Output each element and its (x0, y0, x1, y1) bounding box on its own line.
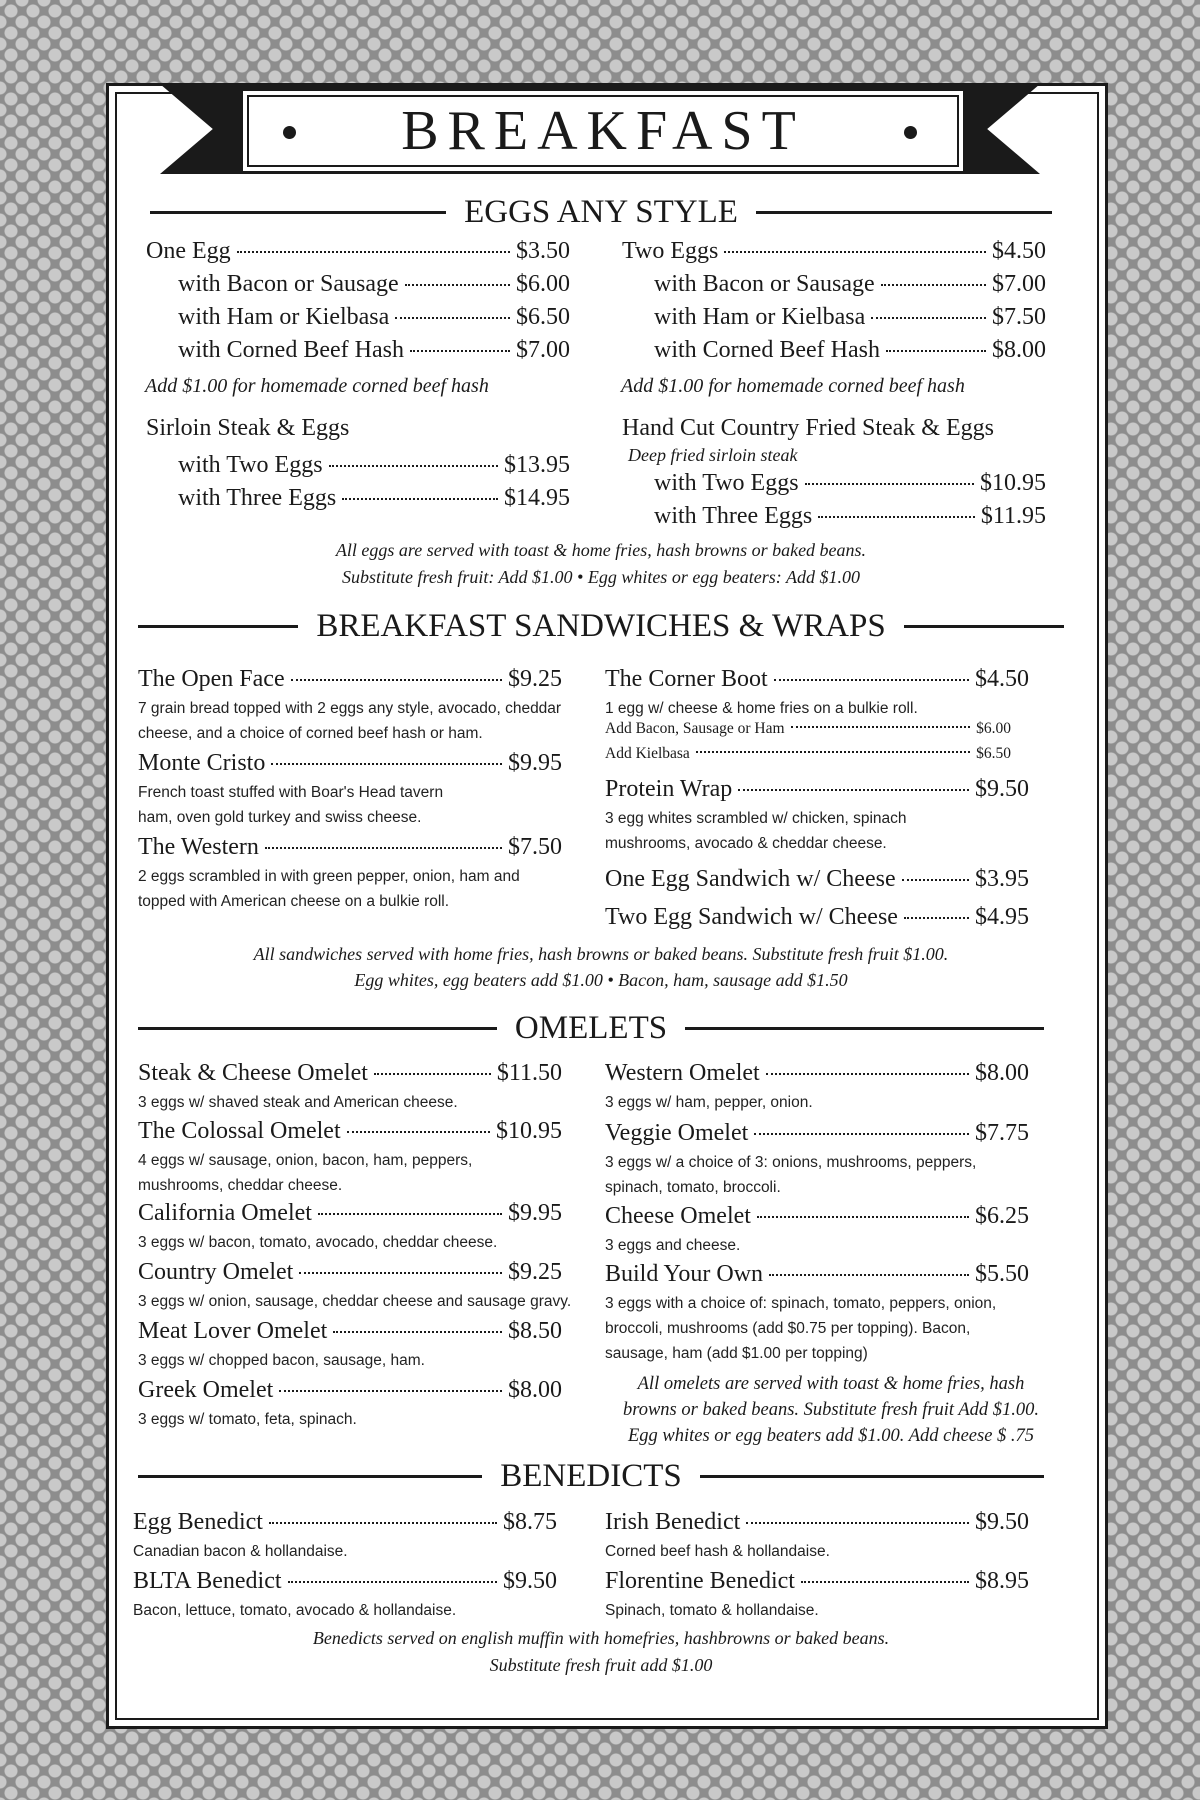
item-description: Spinach, tomato & hollandaise. (605, 1602, 819, 1619)
item-description: 3 eggs w/ a choice of 3: onions, mushrooms, peppers, (605, 1154, 977, 1171)
benedict-item (605, 1568, 1029, 1595)
egg-item-left (178, 337, 570, 364)
sandwich-item (138, 666, 562, 693)
item-name: with Ham or Kielbasa (654, 304, 866, 330)
sirloin-title: Sirloin Steak & Eggs (146, 415, 350, 441)
dot-leader (279, 1390, 502, 1392)
item-name: Monte Cristo (138, 750, 266, 776)
item-description: spinach, tomato, broccoli. (605, 1179, 781, 1196)
item-price: $6.25 (975, 1203, 1029, 1229)
item-price: $7.50 (992, 304, 1046, 330)
item-name: with Bacon or Sausage (178, 271, 399, 297)
omelet-item (138, 1318, 562, 1345)
bullet-icon (904, 126, 917, 139)
item-description: 3 egg whites scrambled w/ chicken, spinach (605, 810, 907, 827)
item-price: $9.50 (975, 776, 1029, 802)
sirloin-item (178, 485, 570, 512)
item-price: $7.00 (992, 271, 1046, 297)
country-item (654, 470, 1046, 497)
benedict-note-2: Substitute fresh fruit add $1.00 (489, 1655, 713, 1675)
item-price: $7.00 (516, 337, 570, 363)
item-name: Cheese Omelet (605, 1203, 751, 1229)
item-description: sausage, ham (add $1.00 per topping) (605, 1345, 868, 1362)
dot-leader (237, 251, 510, 253)
item-name: Florentine Benedict (605, 1568, 795, 1594)
omelet-note-1: All omelets are served with toast & home fries, hash (637, 1374, 1025, 1394)
omelet-note-2: browns or baked beans. Substitute fresh fruit Add $1.00. (622, 1400, 1040, 1420)
item-name: Add Bacon, Sausage or Ham (605, 720, 785, 737)
dot-leader (871, 317, 986, 319)
item-price: $9.50 (975, 1509, 1029, 1535)
item-price: $6.50 (516, 304, 570, 330)
item-description: 3 eggs w/ shaved steak and American cheese. (138, 1094, 458, 1111)
dot-leader (333, 1331, 502, 1333)
item-name: with Corned Beef Hash (654, 337, 880, 363)
dot-leader (299, 1272, 502, 1274)
item-description: 2 eggs scrambled in with green pepper, onion, ham and (138, 868, 520, 885)
omelet-item (605, 1120, 1029, 1147)
egg-item-left (178, 304, 570, 331)
benedict-item (133, 1568, 557, 1595)
item-price: $8.50 (508, 1318, 562, 1344)
item-description: cheese, and a choice of corned beef hash or ham. (138, 725, 483, 742)
item-description: broccoli, mushrooms (add $0.75 per topping). Bacon, (605, 1320, 971, 1337)
item-price: $4.50 (992, 238, 1046, 264)
add-on-item (605, 745, 1011, 763)
section-title: OMELETS (514, 1010, 668, 1046)
item-name: The Western (138, 834, 259, 860)
dot-leader (754, 1133, 969, 1135)
dot-leader (329, 465, 498, 467)
item-description: 7 grain bread topped with 2 eggs any style, avocado, cheddar (138, 700, 562, 717)
omelet-item (605, 1060, 1029, 1087)
section-title: BENEDICTS (500, 1458, 682, 1494)
hash-note-left: Add $1.00 for homemade corned beef hash (145, 375, 489, 397)
egg-item-left (178, 271, 570, 298)
item-name: BLTA Benedict (133, 1568, 282, 1594)
dot-leader (774, 679, 969, 681)
dot-leader (395, 317, 510, 319)
item-name: Western Omelet (605, 1060, 760, 1086)
item-description: Corned beef hash & hollandaise. (605, 1543, 830, 1560)
section-title: BREAKFAST SANDWICHES & WRAPS (316, 608, 886, 644)
item-price: $3.50 (516, 238, 570, 264)
dot-leader (769, 1274, 969, 1276)
item-price: $5.50 (975, 1261, 1029, 1287)
item-price: $13.95 (504, 452, 570, 478)
dot-leader (746, 1522, 969, 1524)
item-description: topped with American cheese on a bulkie roll. (138, 893, 450, 910)
item-description: mushrooms, cheddar cheese. (138, 1177, 343, 1194)
section-header-benedicts (138, 1458, 1044, 1495)
benedict-item (133, 1509, 557, 1536)
item-name: Two Egg Sandwich w/ Cheese (605, 904, 898, 930)
item-price: $9.50 (503, 1568, 557, 1594)
egg-item-right (654, 304, 1046, 331)
dot-leader (791, 726, 971, 728)
item-price: $8.00 (975, 1060, 1029, 1086)
dot-leader (696, 751, 970, 753)
omelet-note-3: Egg whites or egg beaters add $1.00. Add cheese $ .75 (627, 1426, 1035, 1446)
item-name: Add Kielbasa (605, 745, 690, 762)
sandwich-item (605, 866, 1029, 893)
sandwich-item (605, 776, 1029, 803)
dot-leader (766, 1073, 969, 1075)
title-box (240, 88, 966, 174)
section-header-sandwiches (138, 608, 1064, 645)
item-price: $10.95 (496, 1118, 562, 1144)
item-price: $11.50 (496, 1060, 562, 1086)
hash-note-right: Add $1.00 for homemade corned beef hash (621, 375, 965, 397)
item-price: $3.95 (975, 866, 1029, 892)
page-title: BREAKFAST (401, 100, 805, 162)
dot-leader (342, 498, 498, 500)
dot-leader (801, 1581, 969, 1583)
section-title: EGGS ANY STYLE (464, 194, 738, 230)
dot-leader (757, 1216, 969, 1218)
item-name: The Open Face (138, 666, 285, 692)
item-price: $6.50 (976, 745, 1011, 762)
country-title: Hand Cut Country Fried Steak & Eggs (622, 415, 994, 441)
item-name: Irish Benedict (605, 1509, 741, 1535)
dot-leader (374, 1073, 491, 1075)
item-price: $8.95 (975, 1568, 1029, 1594)
item-description: 4 eggs w/ sausage, onion, bacon, ham, peppers, (138, 1152, 473, 1169)
dot-leader (347, 1131, 490, 1133)
item-name: Egg Benedict (133, 1509, 263, 1535)
omelet-item (605, 1203, 1029, 1230)
sirloin-item (178, 452, 570, 479)
item-price: $8.75 (503, 1509, 557, 1535)
sandwich-item (138, 834, 562, 861)
dot-leader (405, 284, 510, 286)
item-name: The Colossal Omelet (138, 1118, 341, 1144)
egg-item-right (622, 238, 1046, 265)
item-price: $4.95 (975, 904, 1029, 930)
item-name: California Omelet (138, 1200, 312, 1226)
country-subtitle: Deep fried sirloin steak (628, 445, 798, 465)
item-price: $7.50 (508, 834, 562, 860)
dot-leader (724, 251, 986, 253)
item-name: with Ham or Kielbasa (178, 304, 390, 330)
dot-leader (291, 679, 502, 681)
item-name: One Egg Sandwich w/ Cheese (605, 866, 896, 892)
omelet-item (605, 1261, 1029, 1288)
dot-leader (269, 1522, 497, 1524)
item-price: $8.00 (508, 1377, 562, 1403)
dot-leader (410, 350, 510, 352)
item-description: 1 egg w/ cheese & home fries on a bulkie roll. (605, 700, 918, 717)
item-name: Protein Wrap (605, 776, 733, 802)
item-name: Meat Lover Omelet (138, 1318, 328, 1344)
item-price: $10.95 (980, 470, 1046, 496)
item-description: 3 eggs w/ bacon, tomato, avocado, cheddar cheese. (138, 1234, 498, 1251)
item-name: with Three Eggs (654, 503, 813, 529)
item-name: Greek Omelet (138, 1377, 274, 1403)
item-name: The Corner Boot (605, 666, 768, 692)
item-price: $9.25 (508, 1259, 562, 1285)
item-description: 3 eggs and cheese. (605, 1237, 741, 1254)
country-item (654, 503, 1046, 530)
benedict-item (605, 1509, 1029, 1536)
benedict-note-1: Benedicts served on english muffin with homefries, hashbrowns or baked beans. (312, 1628, 890, 1648)
sandwich-item (605, 666, 1029, 693)
section-header-eggs (150, 194, 1052, 231)
section-header-omelets (138, 1010, 1044, 1047)
sandwich-note-2: Egg whites, egg beaters add $1.00 • Bacon, ham, sausage add $1.50 (354, 970, 848, 990)
item-price: $6.00 (516, 271, 570, 297)
bullet-icon (283, 126, 296, 139)
item-price: $14.95 (504, 485, 570, 511)
item-name: Country Omelet (138, 1259, 294, 1285)
item-description: 3 eggs with a choice of: spinach, tomato, peppers, onion, (605, 1295, 997, 1312)
dot-leader (902, 879, 969, 881)
item-description: ham, oven gold turkey and swiss cheese. (138, 809, 422, 826)
dot-leader (805, 483, 974, 485)
item-description: 3 eggs w/ onion, sausage, cheddar cheese and sausage gravy. (138, 1293, 572, 1310)
eggs-note-1: All eggs are served with toast & home fries, hash browns or baked beans. (335, 540, 867, 560)
dot-leader (271, 763, 502, 765)
item-name: with Corned Beef Hash (178, 337, 404, 363)
omelet-item (138, 1060, 562, 1087)
item-description: 3 eggs w/ ham, pepper, onion. (605, 1094, 813, 1111)
sandwich-note-1: All sandwiches served with home fries, hash browns or baked beans. Substitute fresh fruit $1.00. (253, 944, 949, 964)
omelet-item (138, 1377, 562, 1404)
item-description: Bacon, lettuce, tomato, avocado & hollandaise. (133, 1602, 457, 1619)
egg-item-right (654, 337, 1046, 364)
item-price: $4.50 (975, 666, 1029, 692)
item-name: with Two Eggs (654, 470, 799, 496)
dot-leader (818, 516, 975, 518)
item-price: $9.25 (508, 666, 562, 692)
eggs-note-2: Substitute fresh fruit: Add $1.00 • Egg whites or egg beaters: Add $1.00 (342, 567, 860, 587)
dot-leader (881, 284, 986, 286)
dot-leader (288, 1581, 497, 1583)
item-description: French toast stuffed with Boar's Head tavern (138, 784, 444, 801)
dot-leader (886, 350, 986, 352)
sandwich-item (138, 750, 562, 777)
egg-item-right (654, 271, 1046, 298)
item-description: mushrooms, avocado & cheddar cheese. (605, 835, 887, 852)
item-description: Canadian bacon & hollandaise. (133, 1543, 348, 1560)
item-name: with Bacon or Sausage (654, 271, 875, 297)
item-price: $11.95 (980, 503, 1046, 529)
dot-leader (904, 917, 969, 919)
omelet-item (138, 1118, 562, 1145)
item-name: One Egg (146, 238, 231, 264)
item-name: Two Eggs (622, 238, 719, 264)
item-price: $9.95 (508, 1200, 562, 1226)
item-name: Build Your Own (605, 1261, 764, 1287)
item-name: with Three Eggs (178, 485, 337, 511)
item-description: 3 eggs w/ chopped bacon, sausage, ham. (138, 1352, 425, 1369)
item-name: with Two Eggs (178, 452, 323, 478)
omelet-item (138, 1200, 562, 1227)
item-price: $7.75 (975, 1120, 1029, 1146)
item-price: $6.00 (976, 720, 1011, 737)
sandwich-item (605, 904, 1029, 931)
omelet-item (138, 1259, 562, 1286)
item-name: Steak & Cheese Omelet (138, 1060, 368, 1086)
dot-leader (265, 847, 502, 849)
item-name: Veggie Omelet (605, 1120, 749, 1146)
add-on-item (605, 720, 1011, 738)
dot-leader (738, 789, 969, 791)
item-price: $8.00 (992, 337, 1046, 363)
dot-leader (318, 1213, 502, 1215)
egg-item-left (146, 238, 570, 265)
item-description: 3 eggs w/ tomato, feta, spinach. (138, 1411, 357, 1428)
item-price: $9.95 (508, 750, 562, 776)
